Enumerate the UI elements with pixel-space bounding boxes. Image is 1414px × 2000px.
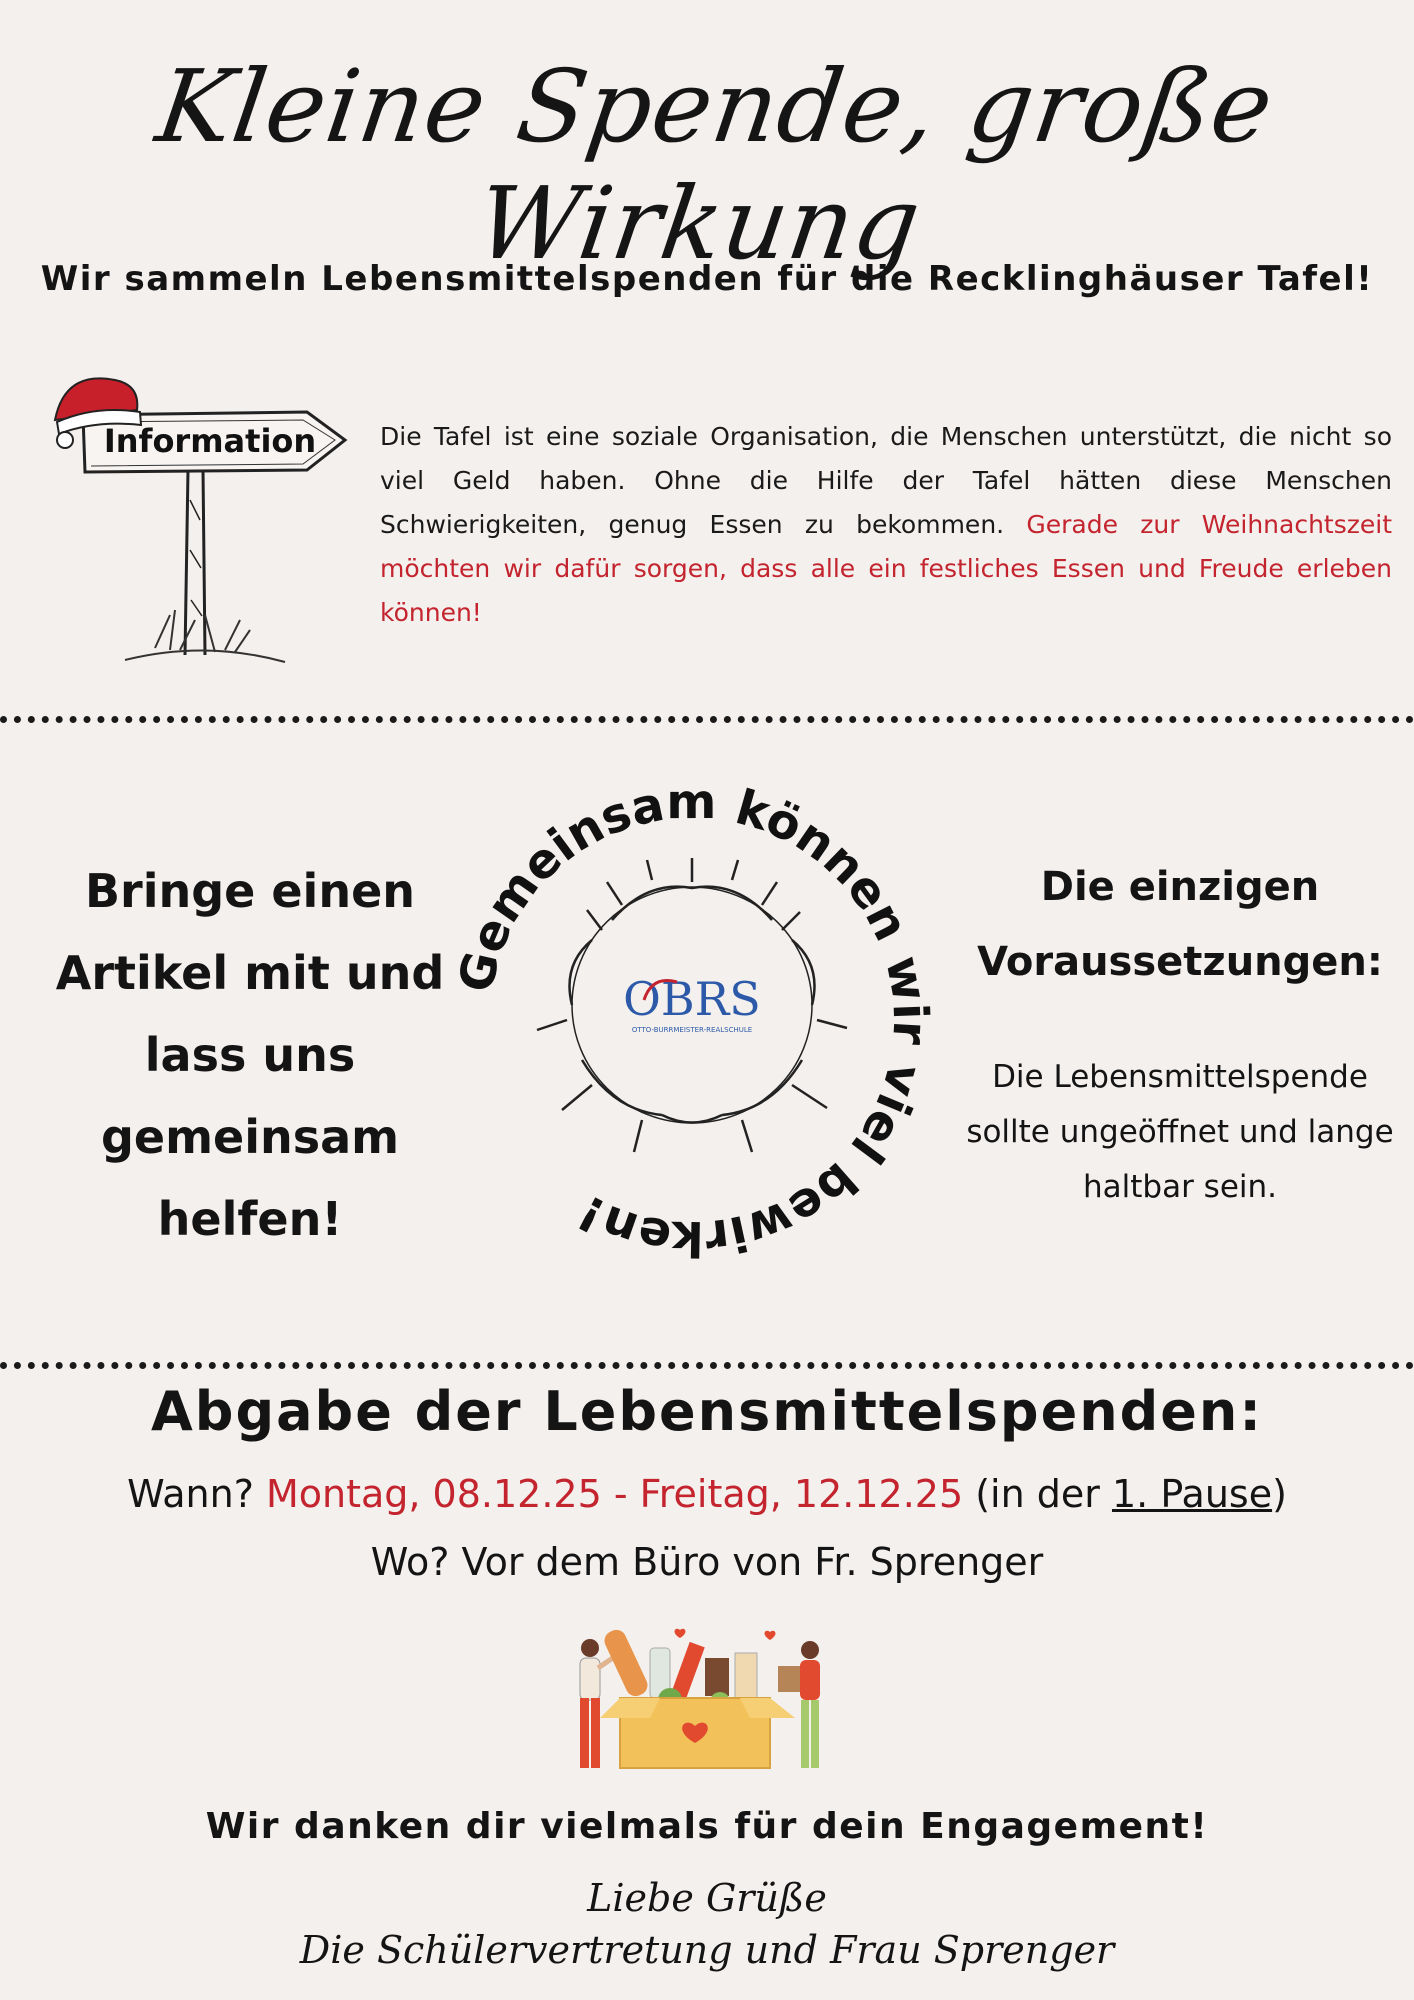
when-close: ): [1272, 1472, 1287, 1516]
greeting: Liebe Grüße: [587, 1876, 827, 1920]
signpost-label: Information: [103, 422, 317, 460]
donation-box-illustration: [560, 1618, 860, 1778]
signature: Die Schülervertretung und Frau Sprenger: [299, 1928, 1115, 1972]
information-signpost: [45, 370, 365, 690]
circle-graphic: [442, 770, 942, 1270]
circle-slogan: Gemeinsam können wir viel bewirken!: [447, 773, 939, 1267]
requirements-heading: Die einzigen Voraussetzungen:: [977, 864, 1383, 985]
thank-you-text: Wir danken dir vielmals für dein Engagement!: [205, 1806, 1209, 1847]
info-text: Die Tafel ist eine soziale Organisation, die Menschen unterstützt, die nicht so viel Geld haben. Ohne die Hilfe der Tafel hätten diese Menschen Schwierigkeiten, genug Essen zu bekommen.: [380, 422, 1392, 539]
svg-text:OBRS: OBRS: [623, 972, 761, 1026]
requirements-body: Die Lebensmittelspende sollte ungeöffnet und lange haltbar sein.: [966, 1059, 1394, 1205]
when-label: Wann?: [127, 1472, 254, 1516]
drop-off-title: Abgabe der Lebensmittelspenden:: [151, 1380, 1263, 1443]
info-text-red: Gerade zur Weihnachtszeit möchten wir dafür sorgen, dass alle ein festliches Essen und Freude erleben können!: [380, 510, 1392, 627]
when-open: (in der: [975, 1472, 1112, 1516]
svg-text:OTTO-BURRMEISTER-REALSCHULE: OTTO-BURRMEISTER-REALSCHULE: [631, 1026, 753, 1034]
info-paragraph: [380, 415, 1392, 635]
when-dates: Montag, 08.12.25 - Freitag, 12.12.25: [265, 1472, 964, 1516]
page-title: Kleine Spende, große Wirkung: [149, 48, 1281, 282]
dotted-divider: [0, 1362, 1414, 1369]
school-logo: [623, 972, 761, 1034]
when-pause: 1. Pause: [1111, 1472, 1273, 1516]
page-subtitle: Wir sammeln Lebensmittelspenden für die Recklinghäuser Tafel!: [40, 259, 1374, 299]
requirements-body-wrap: [960, 1050, 1400, 1215]
signpost-pole: [185, 470, 205, 655]
drop-off-where: Wo? Vor dem Büro von Fr. Sprenger: [370, 1540, 1044, 1584]
person-right-icon: [778, 1641, 820, 1768]
call-to-action: Bringe einen Artikel mit und lass uns gemeinsam helfen!: [55, 864, 445, 1246]
dotted-divider: [0, 716, 1414, 723]
requirements: [960, 850, 1400, 1000]
drop-off-when: [0, 1472, 1414, 1516]
